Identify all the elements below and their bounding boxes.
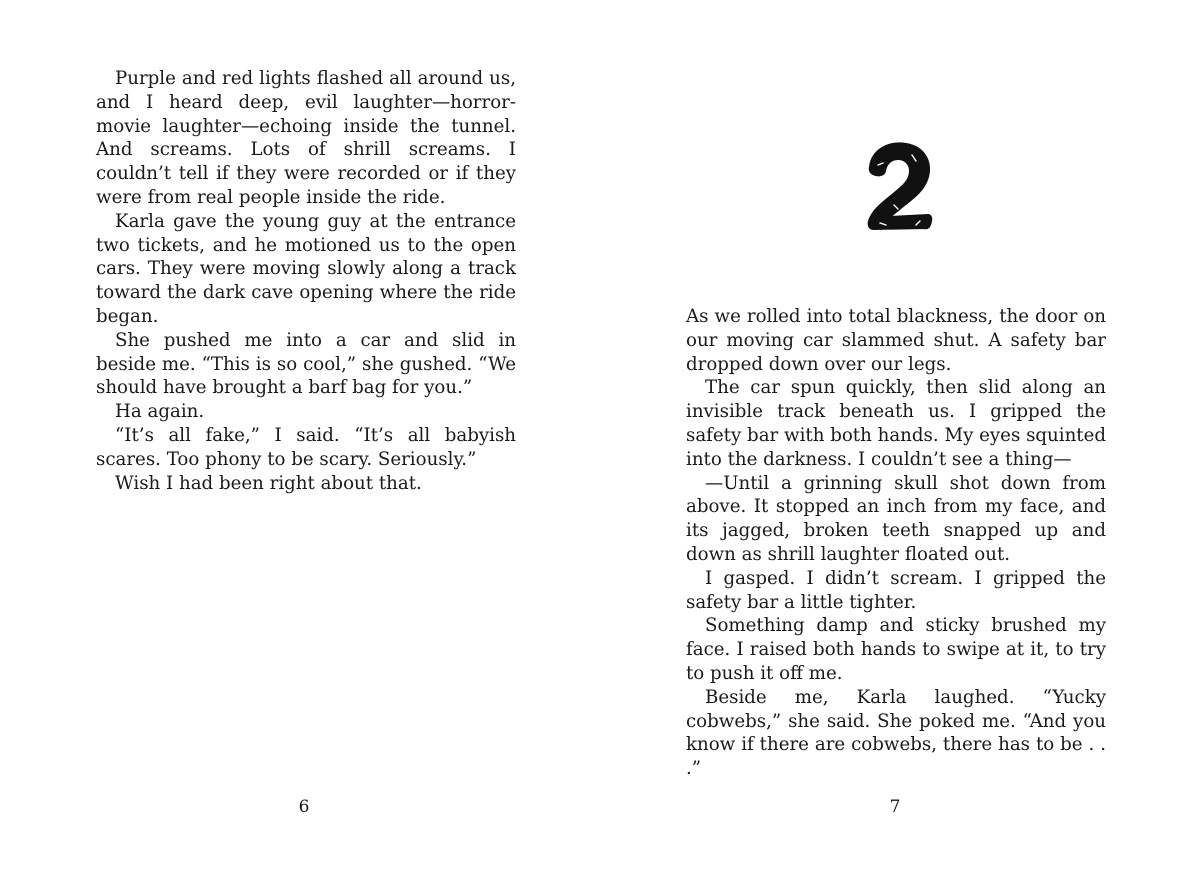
chapter-number — [850, 135, 950, 235]
chapter-number-glyph — [850, 135, 950, 235]
paragraph: Wish I had been right about that. — [115, 472, 422, 494]
paragraph: Beside me, Karla laughed. “Yucky cobwebs,” she said. She poked me. “And you know if there are cobwebs, there has to be . . .” — [686, 686, 1106, 780]
paragraph: I gasped. I didn’t scream. I gripped the safety bar a little tighter. — [686, 567, 1106, 613]
paragraph: The car spun quickly, then slid along an invisible track beneath us. I gripped the safety bar with both hands. My eyes squinted into the darkness. I couldn’t see a thing— — [686, 377, 1106, 470]
right-page — [600, 0, 1200, 871]
paragraph: She pushed me into a car and slid in beside me. “This is so cool,” she gushed. “We should have brought a barf bag for you.” — [96, 329, 516, 399]
paragraph: Ha again. — [115, 401, 205, 423]
left-page-text — [96, 67, 516, 495]
paragraph: Purple and red lights flashed all around us, and I heard deep, evil laughter—horror-movie laughter—echoing inside the tunnel. And screams. Lots of shrill screams. I couldn’t tell if they were recorded or if they were from real people inside the ride. — [96, 68, 516, 208]
paragraph: Something damp and sticky brushed my face. I raised both hands to swipe at it, to try to push it off me. — [686, 615, 1106, 684]
page-number: 6 — [298, 797, 310, 817]
paragraph: —Until a grinning skull shot down from above. It stopped an inch from my face, and its jagged, broken teeth snapped up and down as shrill laughter floated out. — [686, 472, 1106, 565]
paragraph: As we rolled into total blackness, the door on our moving car slammed shut. A safety bar dropped down over our legs. — [686, 306, 1106, 375]
page-number: 7 — [889, 797, 901, 817]
paragraph: “It’s all fake,” I said. “It’s all babyish scares. Too phony to be scary. Seriously.” — [96, 424, 516, 470]
right-page-text — [686, 305, 1106, 781]
paragraph: Karla gave the young guy at the entrance two tickets, and he motioned us to the open cars. They were moving slowly along a track toward the dark cave opening where the ride began. — [96, 210, 516, 327]
